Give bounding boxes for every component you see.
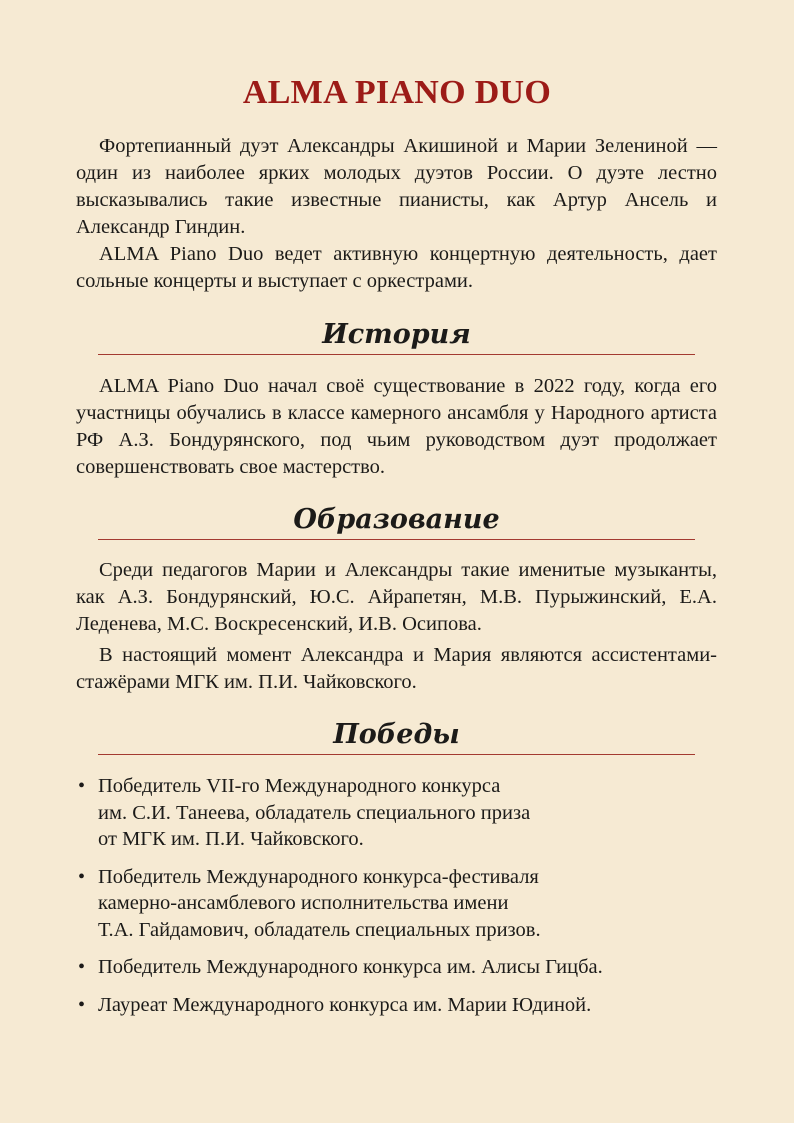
page-title: ALMA PIANO DUO bbox=[242, 74, 552, 111]
history-paragraph: ALMA Piano Duo начал своё существование в 2022 году, когда его участницы обучались в классе камерного ансамбля у Народного артиста РФ А.З. Бондурянского, под чьим руководством дуэт продолжает совершенствовать свое мастерство. bbox=[76, 375, 717, 478]
section-heading-victories: Победы bbox=[98, 718, 695, 755]
intro-paragraph-1: Фортепианный дуэт Александры Акишиной и Марии Зелениной — один из наиболее ярких молодых дуэтов России. О дуэте лестно высказывались такие известные пианисты, как Артур Ансель и Александр Гиндин. bbox=[76, 135, 717, 238]
list-item-line: Победитель Международного конкурса им. Алисы Гицба. bbox=[98, 956, 603, 978]
list-item-line: им. С.И. Танеева, обладатель специального приза bbox=[98, 801, 531, 824]
section-heading-education: Образование bbox=[98, 503, 695, 540]
bullet-icon: • bbox=[78, 993, 86, 1016]
list-item-line: от МГК им. П.И. Чайковского. bbox=[98, 828, 364, 850]
list-item-line: камерно-ансамблевого исполнительства имени bbox=[98, 892, 509, 914]
education-paragraph-1: Среди педагогов Марии и Александры такие именитые музыканты, как А.З. Бондурянский, Ю.С. Айрапетян, М.В. Пурыжинский, Е.А. Леденева, М.С. Воскресенский, И.В. Осипова. bbox=[76, 559, 717, 635]
intro-paragraph-2: ALMA Piano Duo ведет активную концертную деятельность, дает сольные концерты и выступает с оркестрами. bbox=[76, 243, 717, 292]
list-item bbox=[76, 773, 717, 853]
section-heading-history: История bbox=[98, 318, 695, 355]
list-item-line: Лауреат Международного конкурса им. Марии Юдиной. bbox=[98, 993, 592, 1016]
bullet-icon: • bbox=[78, 775, 86, 797]
bullet-icon: • bbox=[78, 956, 86, 978]
victories-list bbox=[76, 773, 717, 1029]
list-item bbox=[76, 954, 717, 981]
list-item bbox=[76, 864, 717, 944]
list-item-line: Т.А. Гайдамович, обладатель специальных призов. bbox=[98, 918, 541, 941]
list-item-line: Победитель Международного конкурса-фестиваля bbox=[98, 865, 539, 888]
list-item-line: Победитель VII-го Международного конкурса bbox=[98, 775, 501, 797]
list-item bbox=[76, 992, 717, 1019]
education-paragraph-2: В настоящий момент Александра и Мария являются ассистентами-стажёрами МГК им. П.И. Чайковского. bbox=[76, 644, 717, 693]
bullet-icon: • bbox=[78, 865, 86, 888]
